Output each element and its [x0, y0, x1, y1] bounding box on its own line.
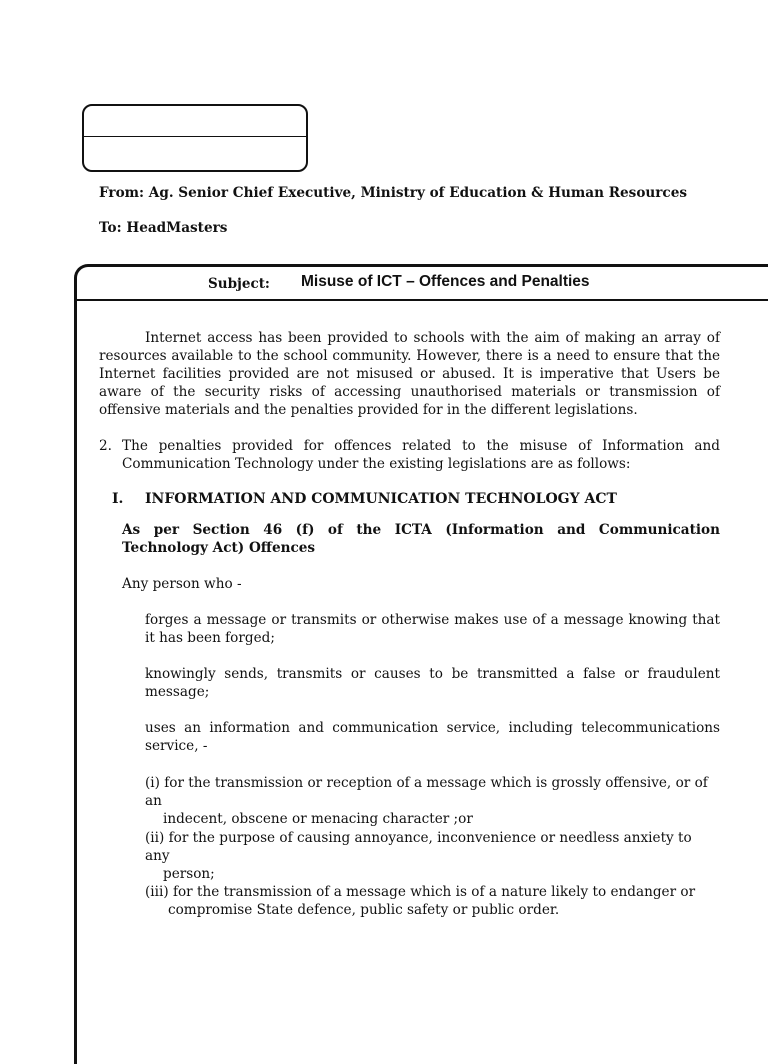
offence-item: knowingly sends, transmits or causes to be transmitted a false or fraudulent message; — [145, 666, 720, 700]
subitem-continuation: indecent, obscene or menacing character ;or — [163, 811, 473, 827]
subitem-continuation: person; — [163, 866, 215, 882]
reference-box-divider — [84, 136, 306, 137]
subitem-continuation: compromise State defence, public safety or public order. — [168, 902, 560, 918]
offence-subitem — [145, 774, 720, 828]
reference-box — [82, 104, 308, 172]
lead-text: Any person who - — [122, 576, 242, 592]
subitem-line: (i) for the transmission or reception of a message which is grossly offensive, or of an — [145, 775, 708, 809]
intro-paragraph: Internet access has been provided to schools with the aim of making an array of resources available to the school community. However, there is a need to ensure that the Internet facilities provided are not misused or abused. It is imperative that Users be aware of the security risks of accessing unauthorised materials or transmission of offensive materials and the penalties provided for in the different legislations. — [99, 330, 720, 418]
subitem-line: (iii) for the transmission of a message which is of a nature likely to endanger or — [145, 884, 696, 900]
from-line: From: Ag. Senior Chief Executive, Ministry of Education & Human Resources — [99, 185, 688, 201]
to-line: To: HeadMasters — [99, 220, 228, 236]
subject-divider — [76, 299, 768, 301]
section-title: INFORMATION AND COMMUNICATION TECHNOLOGY ACT — [145, 491, 617, 507]
offence-item: forges a message or transmits or otherwise makes use of a message knowing that it has been forged; — [145, 612, 720, 646]
subject-title: Misuse of ICT – Offences and Penalties — [301, 273, 590, 290]
offence-subitem — [145, 829, 720, 883]
subject-label: Subject: — [208, 276, 270, 292]
offence-subitem — [145, 883, 720, 919]
section-subheading: As per Section 46 (f) of the ICTA (Information and Communication Technology Act) Offences — [122, 522, 720, 556]
section-number: I. — [112, 491, 124, 507]
penalties-paragraph: The penalties provided for offences related to the misuse of Information and Communication Technology under the existing legislations are as follows: — [122, 438, 720, 472]
offence-item: uses an information and communication service, including telecommunications service, - — [145, 720, 720, 754]
paragraph-number: 2. — [99, 438, 112, 454]
subitem-line: (ii) for the purpose of causing annoyance, inconvenience or needless anxiety to any — [145, 830, 692, 864]
